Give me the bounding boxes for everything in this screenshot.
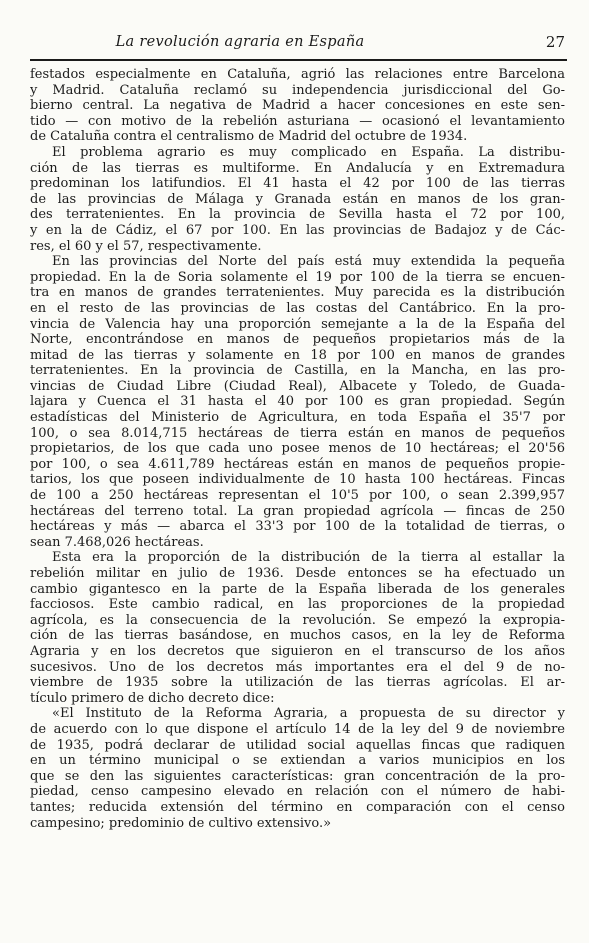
- text-line: cambio gigantesco en la parte de la España liberada de los generales: [30, 581, 565, 597]
- text-line: vincia de Valencia hay una proporción semejante a la de la España del: [30, 316, 565, 332]
- text-line: de Cataluña contra el centralismo de Madrid del octubre de 1934.: [30, 129, 468, 145]
- running-title: La revolución agraria en España: [115, 34, 365, 50]
- text-line: hectáreas y más — abarca el 33'3 por 100 de la totalidad de tierras, o: [30, 519, 565, 535]
- text-line: en un término municipal o se extiendan a varios municipios en los: [30, 753, 565, 769]
- text-line: campesino; predominio de cultivo extensivo.»: [30, 815, 332, 831]
- text-line: sucesivos. Uno de los decretos más importantes era el del 9 de no-: [30, 659, 565, 675]
- text-line: Esta era la proporción de la distribución de la tierra al estallar la: [52, 550, 565, 566]
- text-line: de las provincias de Málaga y Granada están en manos de los gran-: [30, 191, 565, 207]
- text-line: en el resto de las provincias de las costas del Cantábrico. En la pro-: [30, 300, 565, 316]
- text-line: propietarios, de los que cada uno posee menos de 10 hectáreas; el 20'56: [30, 441, 565, 457]
- text-line: hectáreas del terreno total. La gran propiedad agrícola — fincas de 250: [30, 503, 565, 519]
- text-line: El problema agrario es muy complicado en España. La distribu-: [52, 144, 565, 160]
- text-line: y Madrid. Cataluña reclamó su independencia jurisdiccional del Go-: [30, 82, 565, 98]
- page-header: [30, 34, 565, 56]
- page-number: 27: [545, 33, 565, 51]
- text-line: bierno central. La negativa de Madrid a hacer concesiones en este sen-: [30, 98, 565, 114]
- text-line: lajara y Cuenca el 31 hasta el 40 por 100 es gran propiedad. Según: [30, 394, 565, 410]
- text-line: propiedad. En la de Soria solamente el 19 por 100 de la tierra se encuen-: [30, 269, 565, 285]
- text-line: viembre de 1935 sobre la utilización de las tierras agrícolas. El ar-: [30, 675, 565, 691]
- text-line: mitad de las tierras y solamente en 18 por 100 en manos de grandes: [30, 347, 565, 363]
- text-line: que se den las siguientes características: gran concentración de la pro-: [30, 768, 565, 784]
- text-line: facciosos. Este cambio radical, en las proporciones de la propiedad: [30, 597, 565, 613]
- text-line: sean 7.468,026 hectáreas.: [30, 534, 204, 550]
- text-line: de 1935, podrá declarar de utilidad social aquellas fincas que radiquen: [30, 737, 565, 753]
- text-line: piedad, censo campesino elevado en relación con el número de habi-: [30, 784, 565, 800]
- text-line: vincias de Ciudad Libre (Ciudad Real), Albacete y Toledo, de Guada-: [30, 378, 565, 394]
- text-line: por 100, o sea 4.611,789 hectáreas están en manos de pequeños propie-: [30, 456, 565, 472]
- text-line: rebelión militar en julio de 1936. Desde entonces se ha efectuado un: [30, 566, 565, 581]
- text-line: tido — con motivo de la rebelión asturiana — ocasionó el levantamiento: [30, 113, 565, 129]
- text-line: estadísticas del Ministerio de Agricultura, en toda España el 35'7 por: [30, 410, 565, 426]
- text-line: tarios, los que poseen individualmente de 10 hasta 100 hectáreas. Fincas: [30, 472, 565, 488]
- text-line: de 100 a 250 hectáreas representan el 10'5 por 100, o sean 2.399,957: [30, 488, 565, 504]
- text-line: tra en manos de grandes terratenientes. Muy parecida es la distribución: [30, 285, 565, 301]
- text-line: Agraria y en los decretos que siguieron en el transcurso de los años: [30, 643, 565, 659]
- header-rule: [30, 59, 567, 61]
- text-line: festados especialmente en Cataluña, agrió las relaciones entre Barcelona: [30, 67, 565, 82]
- text-line: agrícola, es la consecuencia de la revolución. Se empezó la expropia-: [30, 612, 565, 628]
- text-line: terratenientes. En la provincia de Castilla, en la Mancha, en las pro-: [30, 363, 565, 379]
- text-line: «El Instituto de la Reforma Agraria, a propuesta de su director y: [52, 706, 565, 722]
- text-line: ción de las tierras basándose, en muchos casos, en la ley de Reforma: [30, 628, 565, 644]
- text-line: Norte, encontrándose en manos de pequeños propietarios más de la: [30, 332, 565, 348]
- text-line: des terratenientes. En la provincia de Sevilla hasta el 72 por 100,: [30, 207, 565, 223]
- text-line: tículo primero de dicho decreto dice:: [30, 690, 275, 706]
- text-line: En las provincias del Norte del país está muy extendida la pequeña: [52, 254, 565, 270]
- body-text: [30, 67, 565, 831]
- text-line: predominan los latifundios. El 41 hasta el 42 por 100 de las tierras: [30, 176, 565, 192]
- text-line: res, el 60 y el 57, respectivamente.: [30, 238, 262, 254]
- text-line: 100, o sea 8.014,715 hectáreas de tierra están en manos de pequeños: [30, 425, 565, 441]
- text-line: ción de las tierras es multiforme. En Andalucía y en Extremadura: [30, 160, 565, 176]
- text-line: y en la de Cádiz, el 67 por 100. En las provincias de Badajoz y de Các-: [30, 222, 565, 238]
- text-line: de acuerdo con lo que dispone el artículo 14 de la ley del 9 de noviembre: [30, 721, 565, 737]
- text-line: tantes; reducida extensión del término en comparación con el censo: [30, 799, 565, 815]
